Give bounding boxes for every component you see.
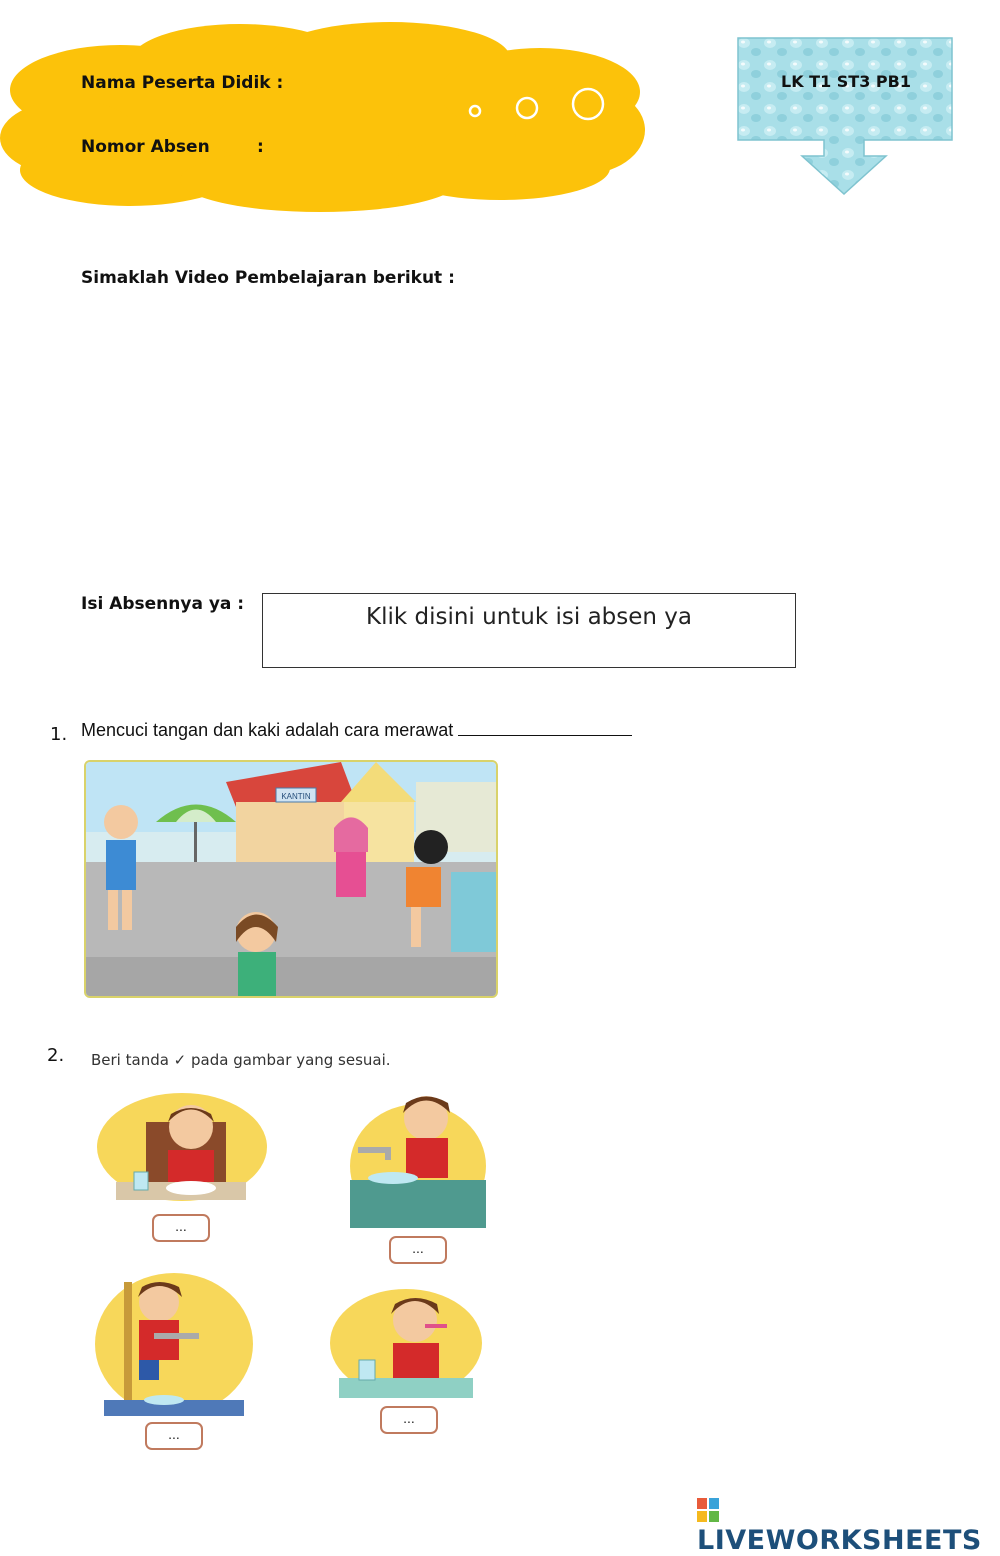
question-1-number: 1. [50,724,68,745]
school-handwashing-illustration [84,760,498,998]
liveworksheets-logo [697,1494,1000,1556]
absen-number-label: Nomor Absen [81,137,210,157]
absen-link-box[interactable] [262,593,796,668]
liveworksheets-logo-text: LIVEWORKSHEETS [697,1525,982,1556]
answer-box-2[interactable]: ... [389,1236,447,1264]
question-2-text: Beri tanda ✓ pada gambar yang sesuai. [91,1051,391,1069]
answer-box-1[interactable]: ... [152,1214,210,1242]
question-1-blank[interactable] [458,721,632,736]
question-2-number: 2. [47,1045,65,1066]
kantin-sign-text: KANTIN [281,792,311,801]
boy-eating-picture [96,1092,268,1202]
student-name-label: Nama Peserta Didik : [81,73,284,93]
liveworksheets-logo-icon [697,1498,719,1522]
boy-washing-hands-picture [348,1088,488,1228]
worksheet-code-tag [736,36,956,198]
absen-link[interactable]: Klik disini untuk isi absen ya [365,604,692,630]
header-cloud [0,20,660,220]
absen-number-colon: : [257,137,264,157]
worksheet-code: LK T1 ST3 PB1 [781,72,911,91]
answer-box-4[interactable]: ... [380,1406,438,1434]
boy-brushing-teeth-picture [329,1288,483,1398]
absen-label: Isi Absennya ya : [81,594,245,614]
boy-washing-feet-picture [94,1272,254,1416]
video-instruction: Simaklah Video Pembelajaran berikut : [81,268,455,288]
question-1-row [81,720,632,741]
question-1-text: Mencuci tangan dan kaki adalah cara merawat [81,720,454,740]
answer-box-3[interactable]: ... [145,1422,203,1450]
